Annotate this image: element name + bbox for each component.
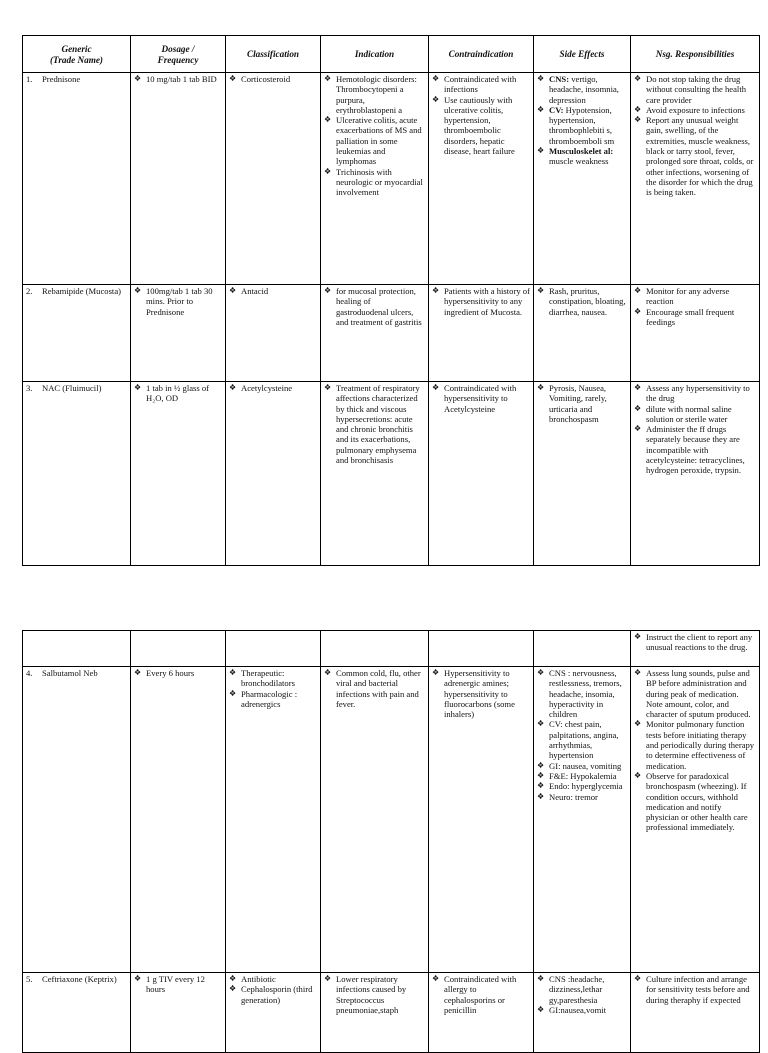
cell-empty [534, 631, 631, 667]
cell-empty [226, 631, 321, 667]
bullet-item [537, 383, 627, 424]
side-effect-text: Endo: hyperglycemia [549, 781, 623, 792]
cell-side-effects [534, 667, 631, 973]
bullet-item [537, 1005, 627, 1015]
side-effect-text: GI:nausea,vomit [549, 1004, 607, 1015]
row-number: 1. [26, 74, 33, 84]
row-number: 3. [26, 383, 33, 393]
bullet-item: ❖ Contraindicated with infections [432, 74, 530, 95]
bullet-item: ❖ Trichinosis with neurologic or myocardial involvement [324, 167, 425, 198]
cell-classification [226, 73, 321, 285]
cell-indication [321, 73, 429, 285]
header-nsg-responsibilities: Nsg. Responsibilities [631, 36, 760, 73]
cell-indication [321, 382, 429, 566]
table-row-continued [23, 631, 760, 667]
bullet-item [537, 105, 627, 146]
bullet-item: ❖ Assess lung sounds, pulse and BP before administration and during peak of medication. Note amount, color, and character of sputum produced. [634, 668, 756, 719]
cell-dosage [131, 973, 226, 1053]
table-header-row [23, 36, 760, 73]
bullet-item: ❖ Instruct the client to report any unusual reactions to the drug. [634, 632, 756, 653]
bullet-item: ❖ Antibiotic [229, 974, 317, 984]
side-effect-text: Hypotension, hypertension, thrombophlebiti s, thromboemboli sm [549, 104, 615, 146]
cell-side-effects [534, 73, 631, 285]
bullet-item: ❖ Monitor pulmonary function tests before initiating therapy and periodically during therapy to determine effectiveness of medication. [634, 719, 756, 770]
side-effect-label: CV: [549, 104, 564, 115]
table-row [23, 285, 760, 382]
row-number: 2. [26, 286, 33, 296]
bullet-item: ❖ Hypersensitivity to adrenergic amines; hypersensitivity to fluorocarbons (some inhalers) [432, 668, 530, 719]
side-effect-text: vertigo, headache, insomnia, depression [549, 74, 619, 105]
side-effect-text: CNS : nervousness, restlessness, tremors, headache, insomia, hyperactivity in children [549, 668, 622, 720]
bullet-item: ❖ 1 tab in ½ glass of H₂O, OD [134, 383, 222, 404]
drug-name: Ceftriaxone (Keptrix) [42, 974, 117, 984]
cell-indication [321, 667, 429, 973]
row-number: 4. [26, 668, 33, 678]
bullet-item [537, 792, 627, 802]
bullet-item: ❖ Use cautiously with ulcerative colitis, hypertension, thromboembolic disorders, hepatic disease, heart failure [432, 95, 530, 157]
table-body-bottom [23, 667, 760, 1053]
bullet-item: ❖ Ulcerative colitis, acute exacerbations of MS and palliation in some leukemias and lymphomas [324, 115, 425, 166]
bullet-item: ❖ Contraindicated with allergy to cephalosporins or penicillin [432, 974, 530, 1015]
cell-dosage [131, 73, 226, 285]
bullet-item: ❖ Encourage small frequent feedings [634, 307, 756, 328]
header-classification: Classification [226, 36, 321, 73]
bullet-item [537, 668, 627, 719]
bullet-item: ❖ for mucosal protection, healing of gastroduodenal ulcers, and treatment of gastritis [324, 286, 425, 327]
drug-name: NAC (Fluimucil) [42, 383, 102, 393]
bullet-item: ❖ dilute with normal saline solution or sterile water [634, 404, 756, 425]
bullet-item: ❖ Contraindicated with hypersensitivity to Acetylcysteine [432, 383, 530, 414]
cell-classification [226, 285, 321, 382]
bullet-item: ❖ Cephalosporin (third generation) [229, 984, 317, 1005]
bullet-item: ❖ Common cold, flu, other viral and bacterial infections with pain and fever. [324, 668, 425, 709]
bullet-item [537, 719, 627, 760]
side-effect-label: Musculoskelet al: [549, 146, 614, 157]
cell-contraindication [429, 973, 534, 1053]
bullet-item: ❖ Avoid exposure to infections [634, 105, 756, 115]
table-row [23, 73, 760, 285]
bullet-item: ❖ Culture infection and arrange for sensitivity tests before and during theraphy if expected [634, 974, 756, 1005]
cell-empty [429, 631, 534, 667]
side-effect-text: Neuro: tremor [549, 791, 598, 802]
bullet-item: ❖ 1 g TIV every 12 hours [134, 974, 222, 995]
cell-empty [131, 631, 226, 667]
drug-name: Rebamipide (Mucosta) [42, 286, 121, 296]
bullet-item: ❖ Patients with a history of hypersensitivity to any ingredient of Mucosta. [432, 286, 530, 317]
bullet-item: ❖ Treatment of respiratory affections characterized by thick and viscous hypersecretions: acute and chronic bronchitis and its exacerbations, pulmonary emphysema and bronchisasis [324, 383, 425, 465]
cell-side-effects [534, 382, 631, 566]
table-body-top [23, 73, 760, 566]
cell-generic [23, 285, 131, 382]
table-row [23, 667, 760, 973]
bullet-item: ❖ Administer the ff drugs separately because they are incompatible with acetylcysteine: tetracyclines, hydrogen peroxide, trypsin. [634, 424, 756, 475]
side-effect-text: CV: chest pain, palpitations, angina, arrhythmias, hypertension [549, 719, 619, 761]
side-effect-label: CNS: [549, 74, 570, 84]
bullet-item [537, 146, 627, 167]
cell-classification [226, 382, 321, 566]
side-effect-text: F&E: Hypokalemia [549, 770, 617, 781]
drug-table-top [22, 35, 760, 566]
bullet-item: ❖ Therapeutic: bronchodilators [229, 668, 317, 689]
cell-generic [23, 667, 131, 973]
bullet-item [537, 761, 627, 771]
table-row [23, 382, 760, 566]
bullet-item: ❖ Every 6 hours [134, 668, 222, 678]
cell-contraindication [429, 382, 534, 566]
bullet-item [537, 974, 627, 1005]
drug-name: Salbutamol Neb [42, 668, 98, 678]
bullet-item: ❖ Hemotologic disorders: Thrombocytopeni a purpura, erythroblastopeni a [324, 74, 425, 115]
bullet-item: ❖ Observe for paradoxical bronchospasm (wheezing). If condition occurs, withhold medication and notify physician or other health care professional immediately. [634, 771, 756, 833]
cell-generic [23, 973, 131, 1053]
side-effect-text: CNS :headache, dizziness,lethar gy,paresthesia [549, 974, 605, 1005]
cell-nsg-continued [631, 631, 760, 667]
bullet-item: ❖ Monitor for any adverse reaction [634, 286, 756, 307]
bullet-item [537, 286, 627, 317]
header-indication: Indication [321, 36, 429, 73]
bullet-item: ❖ Lower respiratory infections caused by Streptococcus pneumoniae,staph [324, 974, 425, 1015]
drug-table-bottom [22, 630, 760, 1053]
cell-nsg-responsibilities [631, 973, 760, 1053]
cell-indication [321, 973, 429, 1053]
bullet-item [537, 771, 627, 781]
row-number: 5. [26, 974, 33, 984]
side-effect-text: muscle weakness [549, 156, 609, 167]
bullet-item: ❖ Pharmacologic : adrenergics [229, 689, 317, 710]
side-effect-text: Pyrosis, Nausea, Vomiting, rarely, urticaria and bronchospasm [549, 383, 607, 424]
table-row [23, 973, 760, 1053]
bullet-item: ❖ Do not stop taking the drug without consulting the health care provider [634, 74, 756, 105]
drug-name: Prednisone [42, 74, 81, 84]
cell-nsg-responsibilities [631, 667, 760, 973]
cell-generic [23, 73, 131, 285]
bullet-item: ❖ 100mg/tab 1 tab 30 mins. Prior to Prednisone [134, 286, 222, 317]
bullet-item: ❖ 10 mg/tab 1 tab BID [134, 74, 222, 84]
cell-contraindication [429, 285, 534, 382]
cell-empty [321, 631, 429, 667]
cell-side-effects [534, 973, 631, 1053]
cell-dosage [131, 382, 226, 566]
header-contraindication: Contraindication [429, 36, 534, 73]
cell-nsg-responsibilities [631, 285, 760, 382]
bullet-item [537, 781, 627, 791]
cell-contraindication [429, 73, 534, 285]
cell-nsg-responsibilities [631, 382, 760, 566]
bullet-item: ❖ Corticosteroid [229, 74, 317, 84]
cell-indication [321, 285, 429, 382]
bullet-item [537, 74, 627, 105]
cell-classification [226, 667, 321, 973]
cell-side-effects [534, 285, 631, 382]
bullet-item: ❖ Assess any hypersensitivity to the drug [634, 383, 756, 404]
header-generic: Generic (Trade Name) [23, 36, 131, 73]
cell-generic [23, 382, 131, 566]
bullet-item: ❖ Acetylcysteine [229, 383, 317, 393]
bullet-item: ❖ Antacid [229, 286, 317, 296]
cell-contraindication [429, 667, 534, 973]
cell-dosage [131, 667, 226, 973]
header-side-effects: Side Effects [534, 36, 631, 73]
cell-nsg-responsibilities [631, 73, 760, 285]
cell-empty [23, 631, 131, 667]
side-effect-text: GI: nausea, vomiting [549, 760, 622, 771]
header-dosage: Dosage / Frequency [131, 36, 226, 73]
cell-classification [226, 973, 321, 1053]
side-effect-text: Rash, pruritus, constipation, bloating, diarrhea, nausea. [549, 286, 626, 317]
cell-dosage [131, 285, 226, 382]
bullet-item: ❖ Report any unusual weight gain, swelling, of the extremities, muscle weakness, black or tarry stool, fever, prolonged sore throat, colds, or other infections, worsening of the disorder for which the drug is being taken. [634, 115, 756, 197]
